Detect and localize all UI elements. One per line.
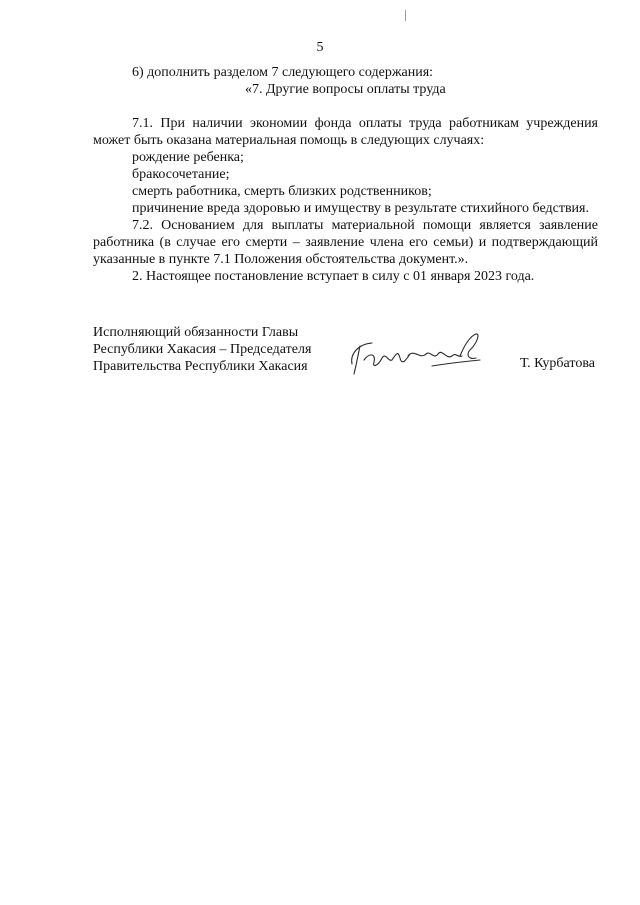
section-title: «7. Другие вопросы оплаты труда — [245, 82, 446, 97]
item-6: 6) дополнить разделом 7 следующего содержания: — [132, 65, 434, 80]
case-death: смерть работника, смерть близких родственников; — [132, 184, 432, 199]
paragraph-7-1-line-2: может быть оказана материальная помощь в следующих случаях: — [93, 133, 485, 148]
signatory-title-line-1: Исполняющий обязанности Главы — [93, 325, 299, 340]
paragraph-7-2-line-3: указанные в пункте 7.1 Положения обстоятельства документ.». — [93, 252, 469, 267]
case-marriage: бракосочетание; — [132, 167, 230, 182]
paragraph-7-2-line-2: работника (в случае его смерти – заявление члена его семьи) и подтверждающий — [93, 235, 598, 250]
item-2: 2. Настоящее постановление вступает в силу с 01 января 2023 года. — [132, 269, 535, 284]
paragraph-7-2-line-1: 7.2. Основанием для выплаты материальной помощи является заявление — [132, 218, 598, 233]
page-number: 5 — [316, 40, 324, 55]
case-damage: причинение вреда здоровью и имуществу в результате стихийного бедствия. — [132, 201, 589, 216]
paragraph-7-1-line-1: 7.1. При наличии экономии фонда оплаты труда работникам учреждения — [132, 116, 598, 131]
signer-name: Т. Курбатова — [520, 356, 595, 371]
handwritten-signature — [348, 330, 483, 378]
signatory-title-line-3: Правительства Республики Хакасия — [93, 359, 308, 374]
case-birth: рождение ребенка; — [132, 150, 244, 165]
signatory-title-line-2: Республики Хакасия – Председателя — [93, 342, 312, 357]
signatory-title — [93, 324, 311, 375]
scan-mark — [405, 10, 406, 21]
